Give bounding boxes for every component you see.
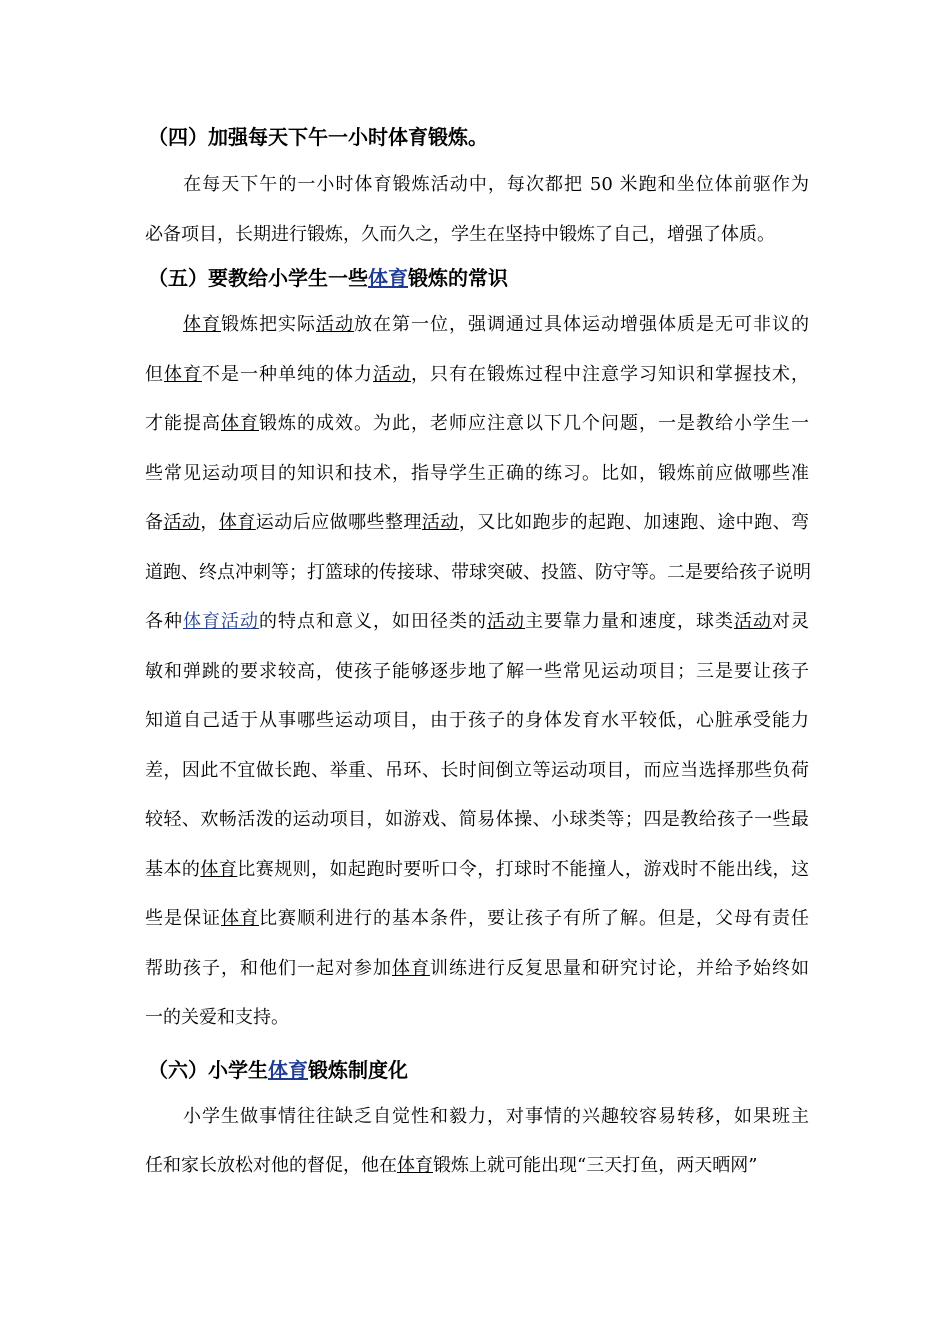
section-5-heading [148, 264, 828, 292]
text-run: 锻炼把实际 [221, 314, 316, 335]
underlined-term: 活动 [316, 314, 354, 335]
underlined-term: 活动 [373, 363, 411, 385]
underlined-term: 体育 [221, 413, 259, 434]
section-4-line-1: 在每天下午的一小时体育锻炼活动中，每次都把 50 米跑和坐位体前驱作为 [145, 174, 809, 195]
underlined-term: 体育 [183, 314, 221, 335]
underlined-term: 活动 [487, 611, 525, 632]
section-5-line-15 [145, 1005, 809, 1031]
text-run: ，只有在锻炼过程中注意学习知识和掌握技术， [411, 363, 809, 385]
section-6-heading-link[interactable]: 体育 [268, 1058, 308, 1082]
section-5-line-3 [145, 411, 809, 437]
section-5-line-8 [145, 659, 809, 685]
section-5-line-1 [145, 312, 809, 338]
text-run: ，又比如跑步的起跑、加速跑、途中跑、弯 [458, 512, 810, 533]
text-run: 道跑、终点冲刺等；打篮球的传接球、带球突破、投篮、防守等。二是要给孩子说明 [145, 561, 811, 583]
section-5-heading-link[interactable]: 体育 [368, 266, 408, 290]
section-5-line-6 [145, 560, 809, 586]
text-run: 对灵 [772, 611, 809, 632]
term-link[interactable]: 体育活动 [183, 611, 259, 632]
section-5-line-2 [145, 362, 809, 388]
section-5-heading-pre: （五）要教给小学生一些 [148, 266, 368, 290]
underlined-term: 体育 [397, 1155, 433, 1176]
text-run: 知道自己适于从事哪些运动项目，由于孩子的身体发育水平较低，心脏承受能力 [145, 710, 809, 731]
text-run: 主要靠力量和速度，球类 [525, 611, 734, 632]
section-6-line-2 [145, 1153, 809, 1179]
underlined-term: 活动 [734, 611, 772, 632]
underlined-term: 体育 [392, 957, 430, 979]
text-run: 基本的 [145, 858, 201, 880]
section-6-heading-post: 锻炼制度化 [308, 1058, 408, 1082]
section-5-heading-post: 锻炼的常识 [408, 266, 508, 290]
text-run: 锻炼上就可能出现“三天打鱼，两天晒网” [433, 1155, 758, 1176]
text-run: 训练进行反复思量和研究讨论，并给予始终如 [430, 957, 809, 979]
underlined-term: 体育 [164, 363, 202, 385]
underlined-term: 活动 [421, 512, 459, 533]
text-run: 才能提高 [145, 413, 221, 434]
section-5-line-5 [145, 510, 809, 536]
underlined-term: 体育 [218, 512, 256, 533]
text-run: 放在第一位，强调通过具体运动增强体质是无可非议的 [354, 314, 809, 335]
text-run: 锻炼的成效。为此，老师应注意以下几个问题，一是教给小学生一 [259, 413, 809, 434]
text-run: 较轻、欢畅活泼的运动项目，如游戏、简易体操、小球类等；四是教给孩子一些最 [145, 809, 809, 830]
section-5-line-7 [145, 609, 809, 635]
text-run: 比赛规则，如起跑时要听口令，打球时不能撞人，游戏时不能出线，这 [237, 858, 810, 880]
section-4-heading [148, 123, 828, 151]
section-5-line-10 [145, 758, 809, 784]
section-5-line-12 [145, 857, 809, 883]
text-run: 小学生做事情往往缺乏自觉性和毅力，对事情的兴趣较容易转移，如果班主 [145, 1106, 809, 1127]
section-5-line-13 [145, 906, 809, 932]
text-run: 各种 [145, 611, 183, 632]
text-run: 一的关爱和支持。 [145, 1007, 289, 1028]
section-6-line-1 [145, 1104, 809, 1130]
text-run: 备 [145, 512, 164, 533]
section-4-heading-text: （四）加强每天下午一小时体育锻炼。 [148, 125, 488, 149]
text-run: 运动后应做哪些整理 [255, 512, 422, 533]
underlined-term: 体育 [221, 908, 259, 929]
section-4-line-2: 必备项目，长期进行锻炼，久而久之，学生在坚持中锻炼了自己，增强了体质。 [145, 224, 775, 245]
text-run: 帮助孩子，和他们一起对参加 [145, 957, 392, 979]
text-run: ， [200, 512, 219, 533]
underlined-term: 活动 [163, 512, 201, 533]
section-5-line-14 [145, 956, 809, 982]
text-run: 敏和弹跳的要求较高，使孩子能够逐步地了解一些常见运动项目；三是要让孩子 [145, 660, 809, 682]
text-run: 差，因此不宜做长跑、举重、吊环、长时间倒立等运动项目，而应当选择那些负荷 [145, 759, 809, 781]
text-run: 些常见运动项目的知识和技术，指导学生正确的练习。比如，锻炼前应做哪些准 [145, 462, 809, 484]
text-run: 比赛顺利进行的基本条件，要让孩子有所了解。但是，父母有责任 [259, 908, 809, 929]
text-run [145, 314, 183, 335]
text-run: 任和家长放松对他的督促，他在 [145, 1155, 397, 1176]
text-run: 些是保证 [145, 908, 221, 929]
text-run: 的特点和意义，如田径类的 [259, 611, 487, 632]
section-6-heading-pre: （六）小学生 [148, 1058, 268, 1082]
section-6-heading [148, 1056, 828, 1084]
underlined-term: 体育 [200, 858, 238, 880]
section-5-line-9 [145, 708, 809, 734]
text-run: 不是一种单纯的体力 [202, 363, 373, 385]
text-run: 但 [145, 363, 164, 385]
section-5-line-4 [145, 461, 809, 487]
section-5-line-11 [145, 807, 809, 833]
